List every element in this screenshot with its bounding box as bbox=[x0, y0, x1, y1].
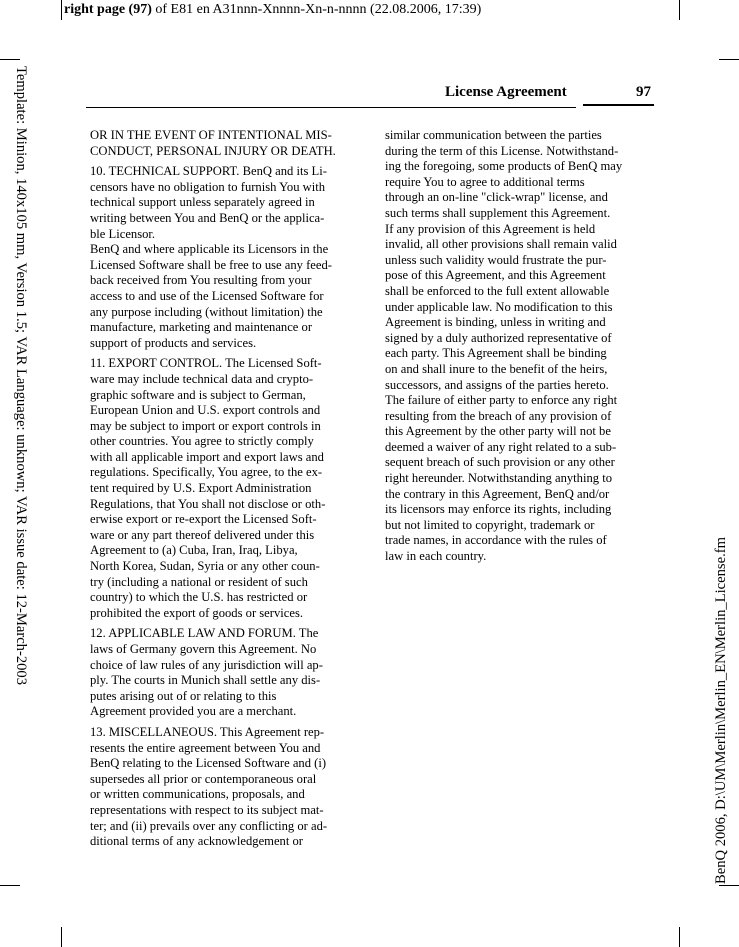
crop-mark bbox=[719, 885, 739, 886]
text-line: writing between You and BenQ or the applica- bbox=[90, 210, 325, 225]
text-column-right bbox=[385, 128, 651, 570]
text-line: the contrary in this Agreement, BenQ and/or bbox=[385, 486, 610, 501]
text-line: laws of Germany govern this Agreement. No bbox=[90, 642, 317, 656]
text-line: each party. This Agreement shall be binding bbox=[385, 346, 607, 361]
text-line: putes arising out of or relating to this bbox=[90, 688, 277, 703]
text-line: similar communication between the parties bbox=[385, 128, 602, 142]
text-line: other countries. You agree to strictly comply bbox=[90, 434, 314, 449]
text-line: successors, and assigns of the parties hereto. bbox=[385, 377, 609, 392]
text-line: North Korea, Sudan, Syria or any other coun- bbox=[90, 559, 320, 574]
text-line: require You to agree to additional terms bbox=[385, 174, 585, 189]
text-line: BenQ relating to the Licensed Software and (i) bbox=[90, 756, 327, 771]
text-line: unless such validity would frustrate the pur- bbox=[385, 252, 607, 267]
text-line: erwise export or re-export the Licensed Soft- bbox=[90, 512, 317, 527]
page-number-rule bbox=[583, 104, 654, 106]
text-line: ware may include technical data and crypto- bbox=[90, 371, 314, 386]
text-line: 10. TECHNICAL SUPPORT. BenQ and its Li- bbox=[90, 164, 327, 179]
paragraph bbox=[90, 725, 354, 850]
paragraph bbox=[90, 128, 354, 159]
text-line: trade names, in accordance with the rules of bbox=[385, 533, 607, 548]
text-line: Agreement provided you are a merchant. bbox=[90, 704, 297, 719]
crop-mark bbox=[0, 59, 20, 60]
paragraph bbox=[90, 164, 354, 351]
crop-mark bbox=[679, 0, 680, 20]
text-line: this Agreement by the other party will not be bbox=[385, 424, 611, 439]
paragraph bbox=[90, 356, 354, 621]
print-header-info: of E81 en A31nnn-Xnnnn-Xn-n-nnnn (22.08.2006, 17:39) bbox=[151, 2, 482, 17]
crop-mark bbox=[719, 59, 739, 60]
text-line: supersedes all prior or contemporaneous oral bbox=[90, 771, 317, 786]
crop-mark bbox=[61, 0, 62, 20]
text-line: back received from You resulting from your bbox=[90, 273, 312, 288]
text-line: graphic software and is subject to German, bbox=[90, 387, 306, 402]
text-line: resents the entire agreement between You and bbox=[90, 740, 321, 755]
text-line: ware or any part thereof delivered under this bbox=[90, 527, 315, 542]
text-line: access to and use of the Licensed Software for bbox=[90, 288, 324, 303]
text-line: 13. MISCELLANEOUS. This Agreement rep- bbox=[90, 724, 325, 739]
text-line: Licensed Software shall be free to use any feed- bbox=[90, 257, 332, 272]
text-line: ter; and (ii) prevails over any conflicting or ad- bbox=[90, 818, 328, 833]
text-line: country) to which the U.S. has restricted or bbox=[90, 590, 308, 605]
text-line: ing the foregoing, some products of BenQ may bbox=[385, 159, 623, 174]
text-column-left bbox=[90, 128, 354, 855]
text-line: censors have no obligation to furnish You with bbox=[90, 179, 326, 194]
text-line: right hereunder. Notwithstanding anything to bbox=[385, 471, 613, 486]
crop-mark bbox=[61, 927, 62, 947]
running-head bbox=[86, 83, 654, 103]
text-line: ble Licensor. bbox=[90, 226, 156, 241]
text-line: 12. APPLICABLE LAW AND FORUM. The bbox=[90, 626, 319, 641]
text-line: or written communications, proposals, and bbox=[90, 787, 305, 802]
text-line: under applicable law. No modification to this bbox=[385, 299, 613, 314]
text-line: ditional terms of any acknowledgement or bbox=[90, 834, 303, 849]
text-line: its licensors may enforce its rights, including bbox=[385, 502, 612, 517]
text-line: ply. The courts in Munich shall settle any dis- bbox=[90, 673, 321, 688]
file-path: BenQ 2006, D:\UM\Merlin\Merlin_EN\Merlin_License.fm bbox=[713, 537, 729, 884]
text-line: may be subject to import or export controls in bbox=[90, 418, 321, 433]
text-line: representations with respect to its subject mat- bbox=[90, 802, 324, 817]
print-header-label: right page (97) bbox=[64, 2, 152, 17]
crop-mark bbox=[679, 927, 680, 947]
text-line: signed by a duly authorized representative of bbox=[385, 330, 612, 345]
text-line: through an on-line "click-wrap" license, and bbox=[385, 190, 608, 205]
text-line: choice of law rules of any jurisdiction will ap- bbox=[90, 657, 323, 672]
text-line: pose of this Agreement, and this Agreement bbox=[385, 268, 606, 283]
text-line: invalid, all other provisions shall remain valid bbox=[385, 237, 617, 252]
text-line: technical support unless separately agreed in bbox=[90, 195, 315, 210]
text-line: If any provision of this Agreement is held bbox=[385, 221, 596, 236]
running-head-title: License Agreement bbox=[445, 84, 567, 100]
print-header bbox=[64, 1, 481, 19]
text-line: BenQ and where applicable its Licensors in the bbox=[90, 242, 329, 257]
paragraph bbox=[90, 626, 354, 720]
text-line: during the term of this License. Notwithstand- bbox=[385, 143, 619, 158]
page-number: 97 bbox=[636, 84, 651, 100]
text-line: such terms shall supplement this Agreement. bbox=[385, 205, 611, 220]
text-line: but not limited to copyright, trademark or bbox=[385, 517, 595, 532]
text-line: try (including a national or resident of such bbox=[90, 574, 308, 589]
text-line: Agreement is binding, unless in writing and bbox=[385, 315, 606, 330]
text-line: Regulations, that You shall not disclose or oth- bbox=[90, 496, 326, 511]
text-line: with all applicable import and export laws and bbox=[90, 449, 324, 464]
text-line: Agreement to (a) Cuba, Iran, Iraq, Libya, bbox=[90, 543, 298, 558]
crop-mark bbox=[0, 885, 20, 886]
text-line: shall be enforced to the full extent allowable bbox=[385, 283, 610, 298]
text-line: prohibited the export of goods or services. bbox=[90, 605, 303, 620]
text-line: The failure of either party to enforce any right bbox=[385, 393, 618, 408]
text-line: sequent breach of such provision or any other bbox=[385, 455, 615, 470]
text-line: law in each country. bbox=[385, 549, 487, 564]
text-line: on and shall inure to the benefit of the heirs, bbox=[385, 361, 608, 376]
text-line: any purpose including (without limitation) the bbox=[90, 304, 323, 319]
header-rule bbox=[86, 107, 576, 108]
template-info: Template: Minion, 140x105 mm, Version 1.5; VAR Language: unknown; VAR issue date: 12-March-2003 bbox=[13, 66, 29, 686]
text-line: resulting from the breach of any provision of bbox=[385, 408, 612, 423]
text-line: regulations. Specifically, You agree, to the ex- bbox=[90, 465, 323, 480]
text-line: CONDUCT, PERSONAL INJURY OR DEATH. bbox=[90, 143, 336, 158]
text-line: OR IN THE EVENT OF INTENTIONAL MIS- bbox=[90, 128, 332, 142]
text-line: support of products and services. bbox=[90, 335, 257, 350]
text-line: deemed a waiver of any right related to a sub- bbox=[385, 439, 617, 454]
text-line: 11. EXPORT CONTROL. The Licensed Soft- bbox=[90, 356, 322, 371]
paragraph bbox=[385, 128, 651, 565]
text-line: manufacture, marketing and maintenance or bbox=[90, 320, 313, 335]
text-line: tent required by U.S. Export Administration bbox=[90, 481, 312, 496]
text-line: European Union and U.S. export controls and bbox=[90, 403, 321, 418]
